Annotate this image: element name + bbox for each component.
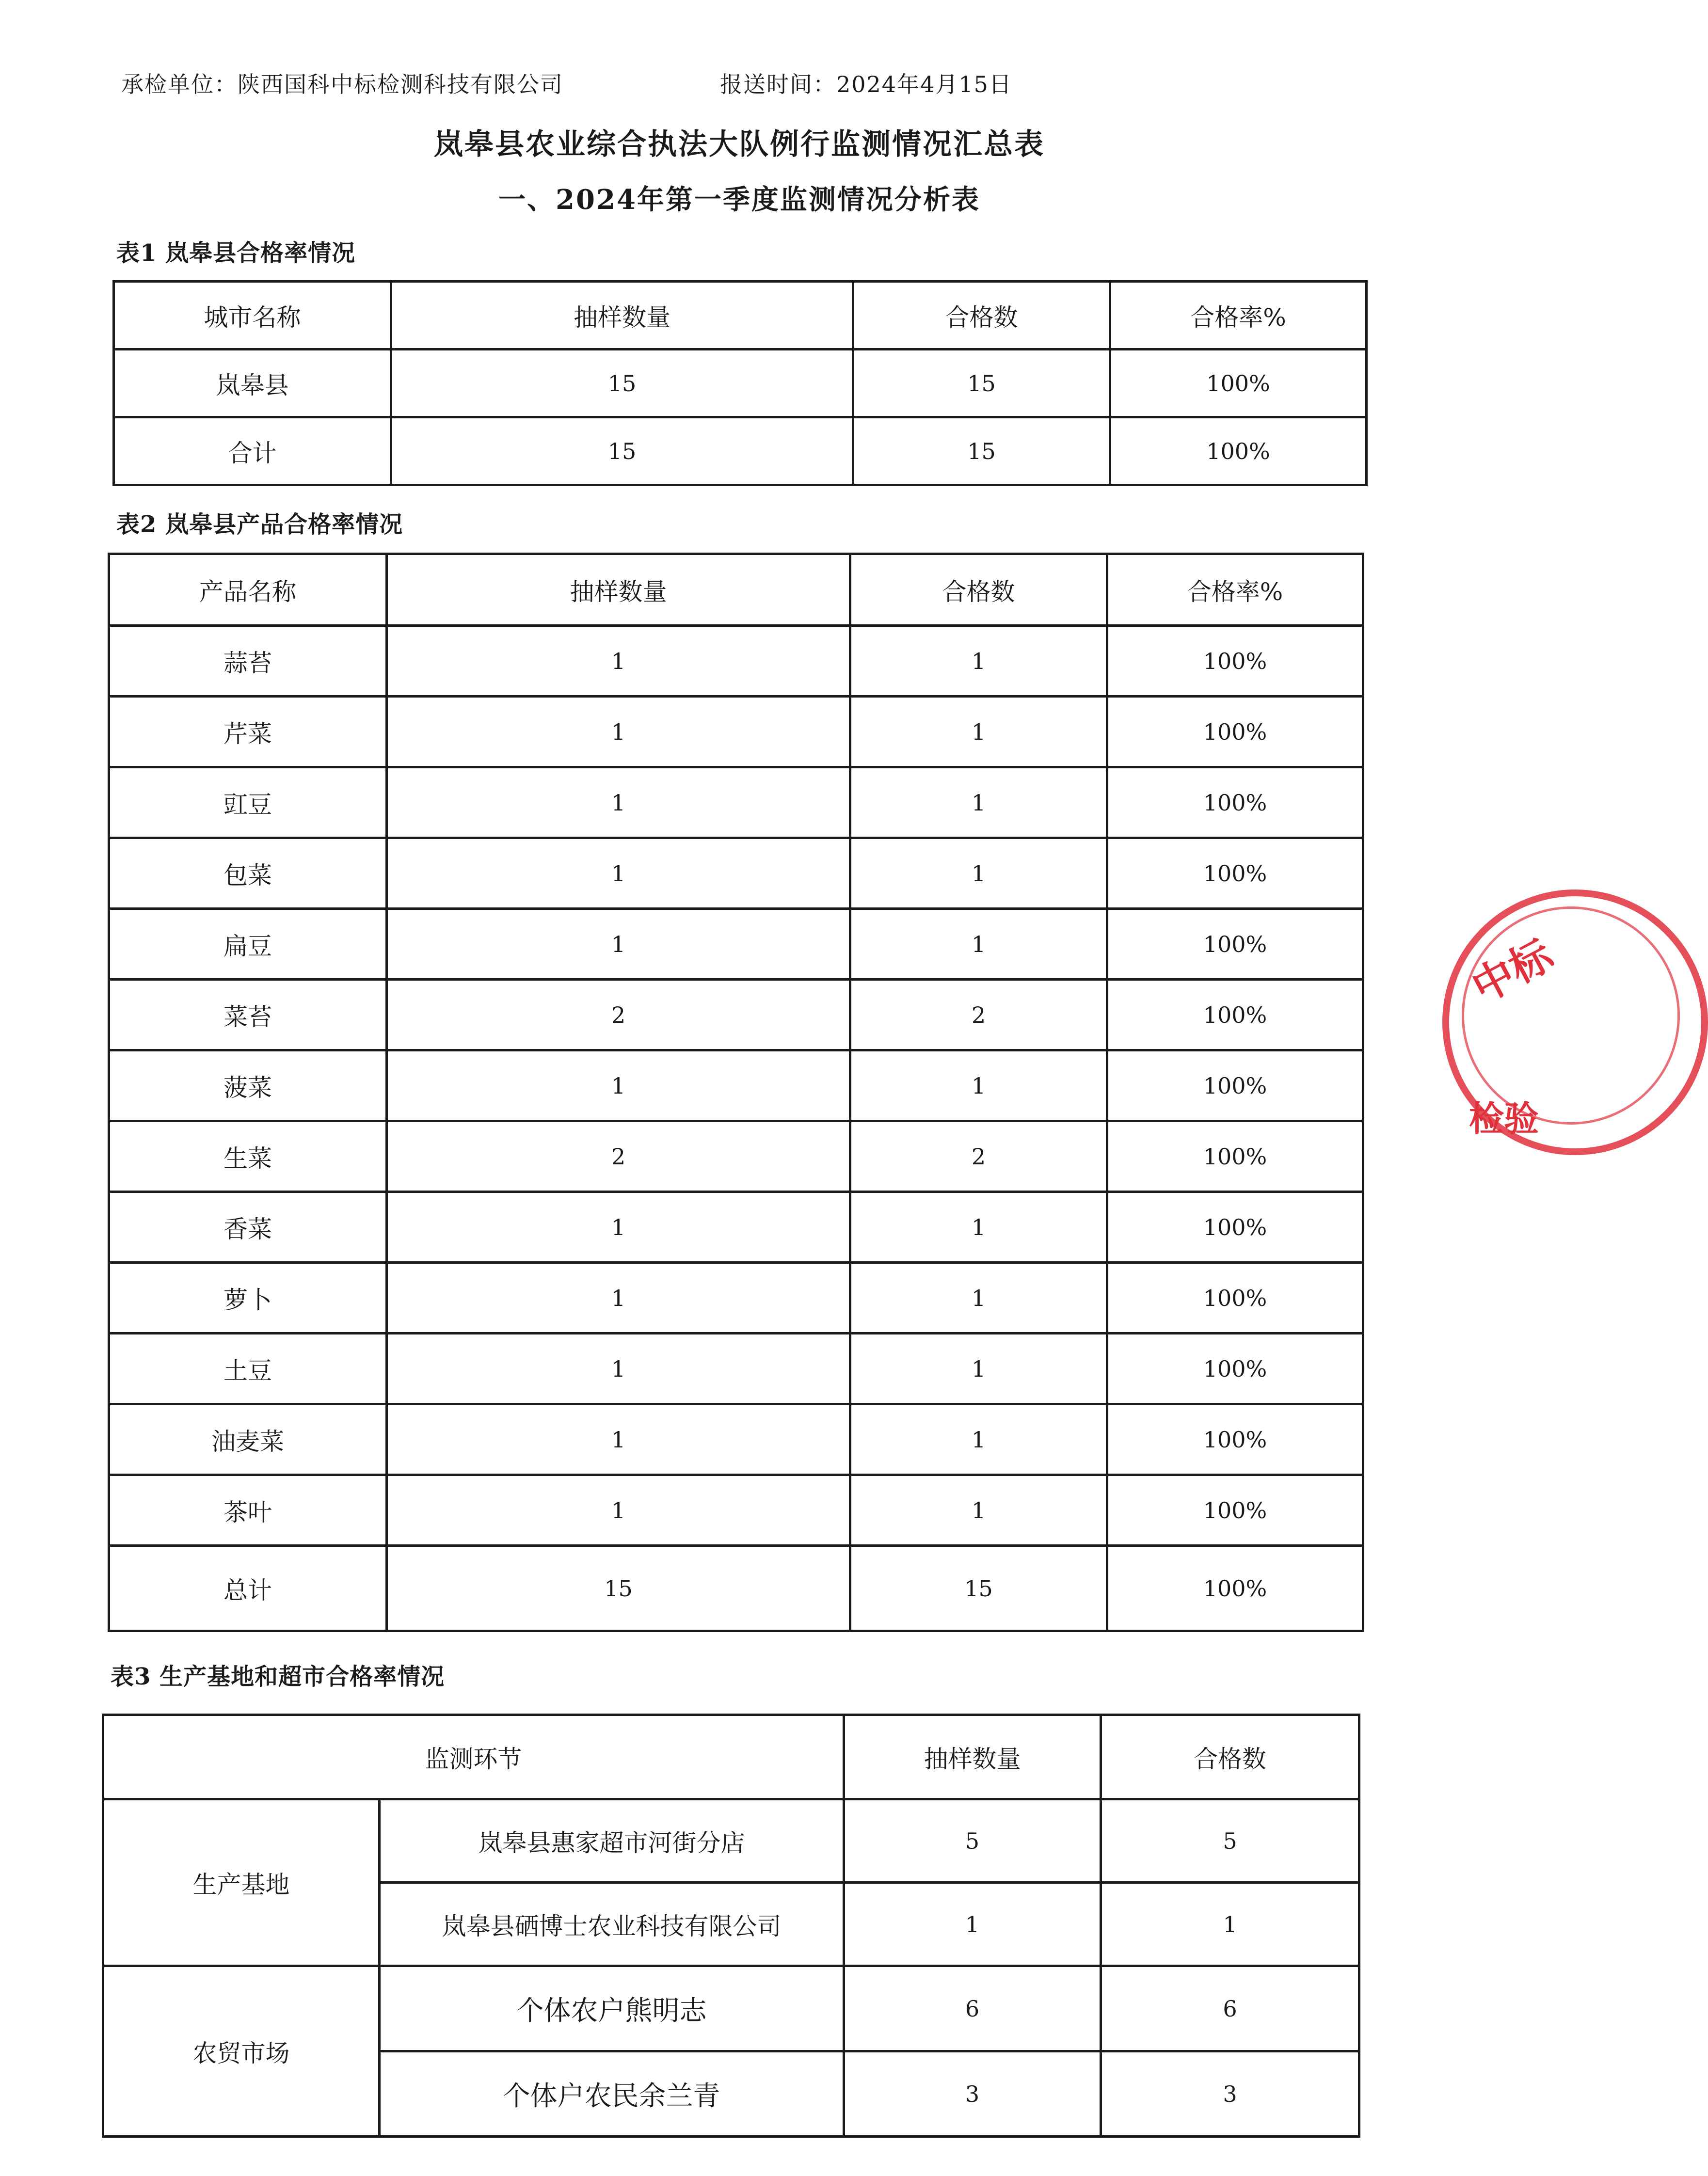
table-header-row: [109, 554, 1363, 626]
group-name: 生产基地: [103, 1799, 380, 1966]
sample-count: 2: [387, 1121, 850, 1192]
report-date: 报送时间：2024年4月15日: [720, 71, 1012, 97]
site-name: 岚皋县硒博士农业科技有限公司: [380, 1883, 844, 1966]
pass-rate: 100%: [1107, 767, 1363, 838]
table-total-row: [109, 1546, 1363, 1631]
product-name: 土豆: [109, 1334, 387, 1404]
sample-count: 2: [387, 980, 850, 1050]
product-name: 蒜苔: [109, 626, 387, 697]
sample-count: 1: [387, 909, 850, 980]
product-name: 菠菜: [109, 1050, 387, 1121]
header-cell: 合格数: [1101, 1715, 1359, 1799]
table-row: [109, 1121, 1363, 1192]
pass-count: 1: [850, 1192, 1107, 1263]
sample-count: 1: [387, 1475, 850, 1546]
pass-count: 2: [850, 1121, 1107, 1192]
sample-count: 1: [387, 767, 850, 838]
table-row: [109, 1475, 1363, 1546]
pass-count: 1: [850, 697, 1107, 767]
table-row: [109, 1334, 1363, 1404]
pass-rate: 100%: [1107, 909, 1363, 980]
table-row: [103, 1799, 1359, 1883]
sample-count: 1: [387, 1263, 850, 1334]
pass-count: 1: [850, 1334, 1107, 1404]
pass-count: 1: [850, 838, 1107, 909]
product-name: 生菜: [109, 1121, 387, 1192]
sample-count: 3: [844, 2051, 1101, 2137]
site-name: 个体农户熊明志: [380, 1966, 844, 2051]
table-header-row: [114, 282, 1367, 349]
table2-caption: 表2 岚皋县产品合格率情况: [116, 511, 403, 538]
pass-rate: 100%: [1107, 1263, 1363, 1334]
seal-text-bottom: 检验: [1469, 1098, 1539, 1139]
table-row: [109, 767, 1363, 838]
pass-rate: 100%: [1107, 697, 1363, 767]
header-cell: 监测环节: [103, 1715, 844, 1799]
group-name: 农贸市场: [103, 1966, 380, 2137]
table-row: [109, 1050, 1363, 1121]
pass-count: 5: [1101, 1799, 1359, 1883]
pass-count: 3: [1101, 2051, 1359, 2137]
pass-count: 1: [850, 1475, 1107, 1546]
header-cell: 合格率%: [1107, 554, 1363, 626]
pass-rate: 100%: [1107, 1050, 1363, 1121]
pass-count: 1: [850, 1263, 1107, 1334]
page-subtitle: 一、2024年第一季度监测情况分析表: [498, 184, 980, 216]
pass-count: 15: [850, 1546, 1107, 1631]
sample-count: 5: [844, 1799, 1101, 1883]
pass-rate: 100%: [1107, 1475, 1363, 1546]
sample-count: 1: [387, 1404, 850, 1475]
header-cell: 抽样数量: [844, 1715, 1101, 1799]
table3-site-pass-rate: [102, 1714, 1360, 2138]
table2-product-pass-rate: [108, 553, 1364, 1632]
pass-count: 1: [850, 1404, 1107, 1475]
table-row: [109, 838, 1363, 909]
pass-rate: 100%: [1107, 1192, 1363, 1263]
product-name: 包菜: [109, 838, 387, 909]
pass-rate: 100%: [1107, 626, 1363, 697]
sample-count: 15: [391, 349, 853, 417]
product-name: 芹菜: [109, 697, 387, 767]
pass-count: 2: [850, 980, 1107, 1050]
product-name: 香菜: [109, 1192, 387, 1263]
sample-count: 1: [387, 1050, 850, 1121]
pass-rate: 100%: [1107, 1121, 1363, 1192]
pass-rate: 100%: [1107, 1546, 1363, 1631]
product-name: 萝卜: [109, 1263, 387, 1334]
table-row: [109, 909, 1363, 980]
header-cell: 产品名称: [109, 554, 387, 626]
pass-count: 15: [853, 417, 1110, 485]
table3-caption: 表3 生产基地和超市合格率情况: [111, 1663, 445, 1690]
city-name: 合计: [114, 417, 391, 485]
sample-count: 15: [391, 417, 853, 485]
pass-count: 15: [853, 349, 1110, 417]
pass-count: 1: [850, 909, 1107, 980]
table-row: [109, 1404, 1363, 1475]
sample-count: 6: [844, 1966, 1101, 2051]
pass-count: 6: [1101, 1966, 1359, 2051]
header-cell: 合格数: [850, 554, 1107, 626]
sample-count: 1: [387, 838, 850, 909]
header-cell: 抽样数量: [387, 554, 850, 626]
header-cell: 合格数: [853, 282, 1110, 349]
product-name: 茶叶: [109, 1475, 387, 1546]
table-row: [109, 1192, 1363, 1263]
table-header-row: [103, 1715, 1359, 1799]
table-row: [103, 1966, 1359, 2051]
pass-count: 1: [850, 1050, 1107, 1121]
sample-count: 1: [387, 626, 850, 697]
pass-rate: 100%: [1107, 838, 1363, 909]
header-cell: 抽样数量: [391, 282, 853, 349]
city-name: 岚皋县: [114, 349, 391, 417]
sample-count: 1: [387, 1192, 850, 1263]
table-row: [114, 349, 1367, 417]
inspection-unit: 承检单位：陕西国科中标检测科技有限公司: [121, 71, 563, 97]
table-row: [114, 417, 1367, 485]
header-cell: 合格率%: [1110, 282, 1367, 349]
sample-count: 1: [844, 1883, 1101, 1966]
seal-text-top: 中标: [1464, 930, 1561, 1013]
table-row: [109, 980, 1363, 1050]
pass-rate: 100%: [1107, 1404, 1363, 1475]
pass-rate: 100%: [1110, 349, 1367, 417]
sample-count: 15: [387, 1546, 850, 1631]
pass-count: 1: [850, 626, 1107, 697]
table1-city-pass-rate: [112, 280, 1368, 486]
table-row: [109, 1263, 1363, 1334]
sample-count: 1: [387, 697, 850, 767]
table-row: [109, 697, 1363, 767]
product-name: 油麦菜: [109, 1404, 387, 1475]
pass-count: 1: [1101, 1883, 1359, 1966]
pass-rate: 100%: [1107, 980, 1363, 1050]
page-title: 岚皋县农业综合执法大队例行监测情况汇总表: [434, 127, 1045, 161]
site-name: 岚皋县惠家超市河街分店: [380, 1799, 844, 1883]
pass-rate: 100%: [1110, 417, 1367, 485]
product-name: 总计: [109, 1546, 387, 1631]
site-name: 个体户农民余兰青: [380, 2051, 844, 2137]
product-name: 扁豆: [109, 909, 387, 980]
pass-count: 1: [850, 767, 1107, 838]
header-cell: 城市名称: [114, 282, 391, 349]
table1-caption: 表1 岚皋县合格率情况: [116, 239, 356, 267]
product-name: 豇豆: [109, 767, 387, 838]
sample-count: 1: [387, 1334, 850, 1404]
product-name: 菜苔: [109, 980, 387, 1050]
table-row: [109, 626, 1363, 697]
pass-rate: 100%: [1107, 1334, 1363, 1404]
